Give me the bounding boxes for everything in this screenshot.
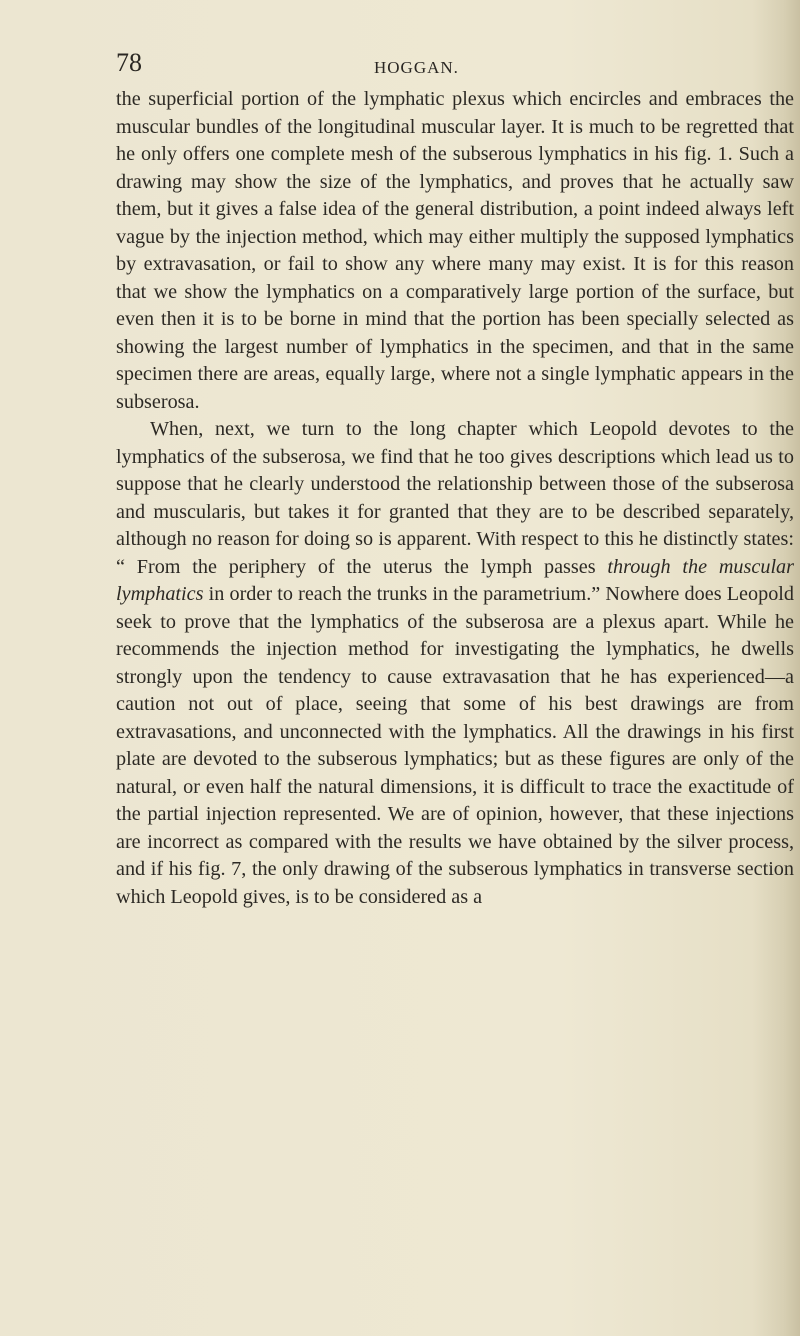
running-head: HOGGAN. xyxy=(374,58,459,77)
paragraph-2-text-part-2: in order to reach the trunks in the parametrium.” Nowhere does Leopold seek to prove that the lymphatics of the subserosa are a plexus apart. While he recommends the injection method for investigating the lymphatics, he dwells strongly upon the tendency to cause extravasation that he has experienced—a caution not out of place, seeing that some of his best drawings are from extravasations, and unconnected with the lymphatics. All the drawings in his first plate are devoted to the subserous lymphatics; but as these figures are only of the natural, or even half the natural dimensions, it is difficult to trace the exactitude of the partial injection represented. We are of opinion, however, that these injections are incorrect as compared with the results we have obtained by the silver process, and if his fig. 7, the only drawing of the subserous lymphatics in transverse section which Leopold gives, is to be considered as a xyxy=(116,583,794,908)
paragraph-1 xyxy=(116,86,794,416)
page-header xyxy=(116,48,800,82)
paragraph-2-text-part-1: When, next, we turn to the long chapter which Leopold devotes to the lymphatics of the subserosa, we find that he too gives descriptions which lead us to suppose that he clearly understood the relationship between those of the subserosa and muscularis, but takes it for granted that they are to be described separately, although no reason for doing so is apparent. With respect to this he distinctly states: “ From the periphery of the uterus the lymph passes xyxy=(116,418,794,578)
body-text xyxy=(116,86,794,911)
paragraph-1-text: the superficial portion of the lymphatic plexus which encircles and embraces the muscular bundles of the longitudinal muscular layer. It is much to be regretted that he only offers one complete mesh of the subserous lymphatics in his fig. 1. Such a drawing may show the size of the lymphatics, and proves that he actually saw them, but it gives a false idea of the general distribution, a point indeed always left vague by the injection method, which may either multiply the supposed lymphatics by extravasation, or fail to show any where many may exist. It is for this reason that we show the lymphatics on a comparatively large portion of the surface, but even then it is to be borne in mind that the portion has been specially selected as showing the largest number of lymphatics in the specimen, and that in the same specimen there are areas, equally large, where not a single lymphatic appears in the subserosa. xyxy=(116,88,794,413)
page-number: 78 xyxy=(116,48,142,77)
paragraph-2 xyxy=(116,416,794,911)
paragraph-2-italic-phrase: through the muscular lymphatics xyxy=(116,555,794,605)
